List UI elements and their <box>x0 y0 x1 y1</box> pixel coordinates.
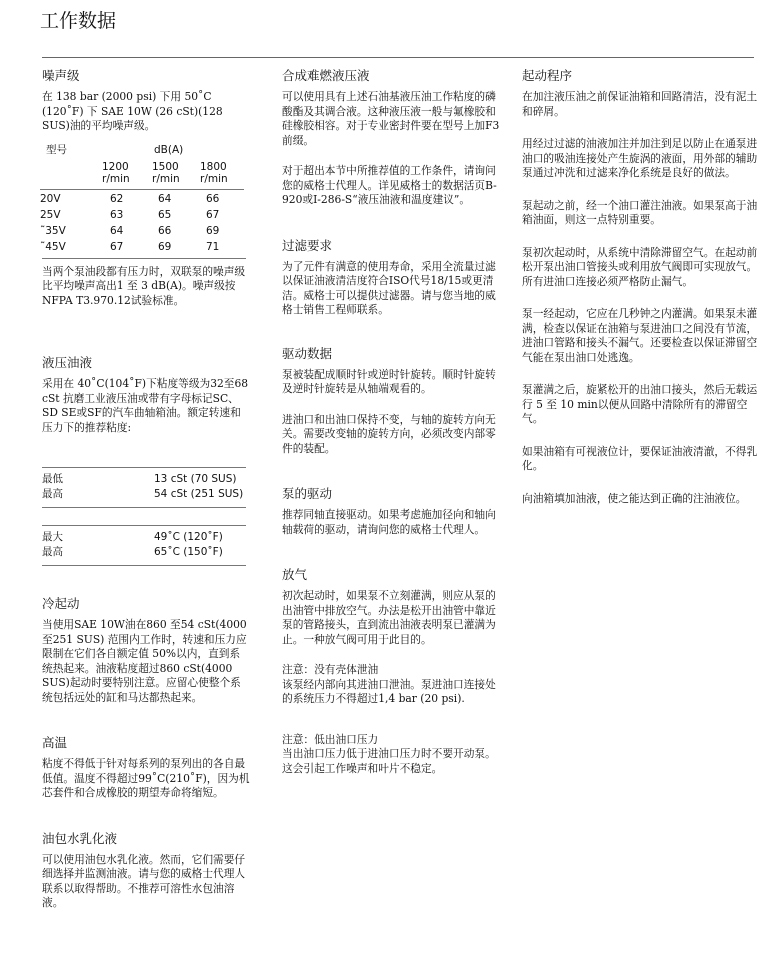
visc-max-row <box>42 487 250 502</box>
noise-model: ˜45V <box>40 240 66 253</box>
noise-value: 69 <box>206 224 220 237</box>
table-row <box>40 223 248 239</box>
temp-max-row <box>42 530 250 545</box>
noise-value: 67 <box>206 208 220 221</box>
column-left <box>42 62 250 911</box>
startup-para: 泵一经起动，它应在几秒钟之内灌满。如果泵未灌满，检查以保证在油箱与泵进油口之间没有节流，进油口管路和接头不漏气。还要检查以保证滞留空气能在泵出油口处逃逸。 <box>522 307 758 364</box>
temp-max-value: 49˚C (120˚F) <box>154 531 223 543</box>
bleed-heading: 放气 <box>282 567 308 582</box>
fluid-text: 采用在 40˚C(104˚F)下粘度等级为32至68 cSt 抗磨工业液压油或带有字母标记SC、SD SE或SF的汽车曲轴箱油。额定转速和压力下的推荐粘度: <box>42 377 249 434</box>
noise-model: 20V <box>40 192 61 205</box>
visc-rule-top <box>42 467 246 468</box>
synthetic-fluid-p2: 对于超出本节中所推荐值的工作条件，请询问您的威格士代理人。详见威格士的数据活页B-920或I-286-S“液压油液和温度建议”。 <box>282 164 497 206</box>
startup-para: 在加注液压油之前保证油箱和回路清洁，没有泥土和碎屑。 <box>522 90 758 118</box>
noise-value: 66 <box>158 224 172 237</box>
startup-para: 向油箱填加油液，使之能达到正确的注油液位。 <box>522 491 747 505</box>
cold-start-text: 当使用SAE 10W油在860 至54 cSt(4000 至251 SUS) 范围内工作时，转速和压力应限制在它们各自额定值 50%以内，直到系统热起来。油液粘度超过860 cSt(4000 SUS)起动时要特别注意。应留心使整个系统包括远处的缸和马达都热起来。 <box>42 618 247 704</box>
table-row <box>40 191 248 207</box>
noise-value: 62 <box>110 192 124 205</box>
cold-start-heading: 冷起动 <box>42 596 80 611</box>
noise-heading: 噪声级 <box>42 68 80 83</box>
noise-value: 69 <box>158 240 172 253</box>
noise-value: 67 <box>110 240 124 253</box>
visc-rule-bottom <box>42 507 246 508</box>
column-right <box>522 62 758 506</box>
noise-value: 64 <box>158 192 172 205</box>
startup-para: 泵起动之前，经一个油口灌注油液。如果泵高于油箱油面，则这一点特别重要。 <box>522 198 758 226</box>
noise-intro: 在 138 bar (2000 psi) 下用 50˚C (120˚F) 下 SAE 10W (26 cSt)(128 SUS)油的平均噪声级。 <box>42 90 223 132</box>
drive-data-p2: 进油口和出油口保持不变，与轴的旋转方向无关。需要改变轴的旋转方向，必须改变内部零件的装配。 <box>282 412 496 455</box>
noise-value: 64 <box>110 224 124 237</box>
startup-para: 泵灌满之后，旋紧松开的出油口接头，然后无载运行 5 至 10 min以便从回路中清除所有的滞留空气。 <box>522 383 758 425</box>
bleed-note-pressure: 注意：低出油口压力 当出油口压力低于进油口压力时不要开动泵。这会引起工作噪声和叶片不稳定。 <box>282 732 496 775</box>
drive-data-heading: 驱动数据 <box>282 345 333 361</box>
synthetic-fluid-heading: 合成难燃液压液 <box>282 68 370 83</box>
high-temp-heading: 高温 <box>42 735 68 750</box>
temp-rule-bottom <box>42 565 246 566</box>
pump-drive-text: 推荐同轴直接驱动。如果考虑施加径向和轴向轴载荷的驱动，请询问您的威格士代理人。 <box>282 508 496 536</box>
visc-min-value: 13 cSt (70 SUS) <box>154 473 237 485</box>
visc-max-value: 54 cSt (251 SUS) <box>154 488 244 500</box>
visc-max-label: 最高 <box>42 488 63 500</box>
temp-high-label: 最高 <box>42 546 63 558</box>
startup-para: 如果油箱有可视液位计，要保证油液清澈，不得乳化。 <box>522 444 758 472</box>
filtration-text: 为了元件有满意的使用寿命，采用全流量过滤以保证油液清洁度符合ISO代号18/15或更清洁。威格士可以提供过滤器。请与您当地的威格士销售工程师联系。 <box>282 259 496 316</box>
header-rule <box>42 57 754 58</box>
pump-drive-heading: 泵的驱动 <box>282 486 333 501</box>
noise-col-db: dB(A) <box>154 143 184 156</box>
noise-value: 66 <box>206 192 220 205</box>
noise-col-model: 型号 <box>46 144 67 156</box>
noise-model: ˜35V <box>40 224 66 237</box>
synthetic-fluid-p1: 可以使用具有上述石油基液压油工作粘度的磷酸酯及其调合液。这种液压液一般与氟橡胶和硅橡胶相容。对于专业密封件要在型号上加F3前缀。 <box>282 90 500 147</box>
temp-max-label: 最大 <box>42 531 63 543</box>
noise-rpm-1500: 1500 r/min <box>152 160 180 185</box>
filtration-heading: 过滤要求 <box>282 237 333 253</box>
column-middle <box>282 62 504 776</box>
startup-para: 泵初次起动时，从系统中清除滞留空气。在起动前松开泵出油口管接头或利用放气阀即可实现放气。所有进油口连接必须严格防止漏气。 <box>522 245 758 288</box>
noise-rpm-1800: 1800 r/min <box>200 160 228 185</box>
bleed-p1: 初次起动时，如果泵不立刻灌满，则应从泵的出油管中排放空气。办法是松开出油管中靠近泵的管路接头，直到流出油液表明泵已灌满为止。一种放气阀可用于此目的。 <box>282 589 496 646</box>
noise-table <box>40 142 248 255</box>
emulsion-text: 可以使用油包水乳化液。然而，它们需要仔细选择并监测油液。请与您的威格士代理人联系以取得帮助。不推荐可溶性水包油溶液。 <box>42 852 246 909</box>
temp-high-row <box>42 545 250 560</box>
noise-value: 63 <box>110 208 124 221</box>
page-title: 工作数据 <box>40 10 117 32</box>
startup-heading: 起动程序 <box>522 68 573 83</box>
fluid-heading: 液压油液 <box>42 355 93 370</box>
temp-high-value: 65˚C (150˚F) <box>154 546 223 558</box>
temp-rule-top <box>42 525 246 526</box>
bleed-note-drain: 注意：没有壳体泄油 该泵经内部向其进油口泄油。泵进油口连接处的系统压力不得超过1,4 bar (20 psi). <box>282 663 496 705</box>
drive-data-p1: 泵被装配成顺时针或逆时针旋转。顺时针旋转及逆时针旋转是从轴端观看的。 <box>282 367 496 395</box>
table-row <box>40 207 248 223</box>
noise-value: 65 <box>158 208 172 221</box>
startup-para: 用经过过滤的油液加注并加注到足以防止在通泵进油口的吸油连接处产生旋涡的液面，用外部的辅助泵通过冲洗和过滤来净化系统是良好的做法。 <box>522 137 758 179</box>
visc-min-label: 最低 <box>42 473 63 485</box>
high-temp-text: 粘度不得低于针对每系列的泵列出的各自最低值。温度不得超过99˚C(210˚F)，因为机芯套件和合成橡胶的期望寿命将缩短。 <box>42 757 250 799</box>
noise-value: 71 <box>206 240 220 253</box>
emulsion-heading: 油包水乳化液 <box>42 830 118 846</box>
noise-note: 当两个泵油段都有压力时，双联泵的噪声级比平均噪声高出1 至 3 dB(A)。噪声级按NFPA T3.970.12试验标准。 <box>42 264 246 307</box>
noise-rpm-1200: 1200 r/min <box>102 160 130 185</box>
noise-table-rule <box>42 258 246 259</box>
noise-model: 25V <box>40 208 61 221</box>
table-row <box>40 239 248 255</box>
visc-min-row <box>42 472 250 487</box>
